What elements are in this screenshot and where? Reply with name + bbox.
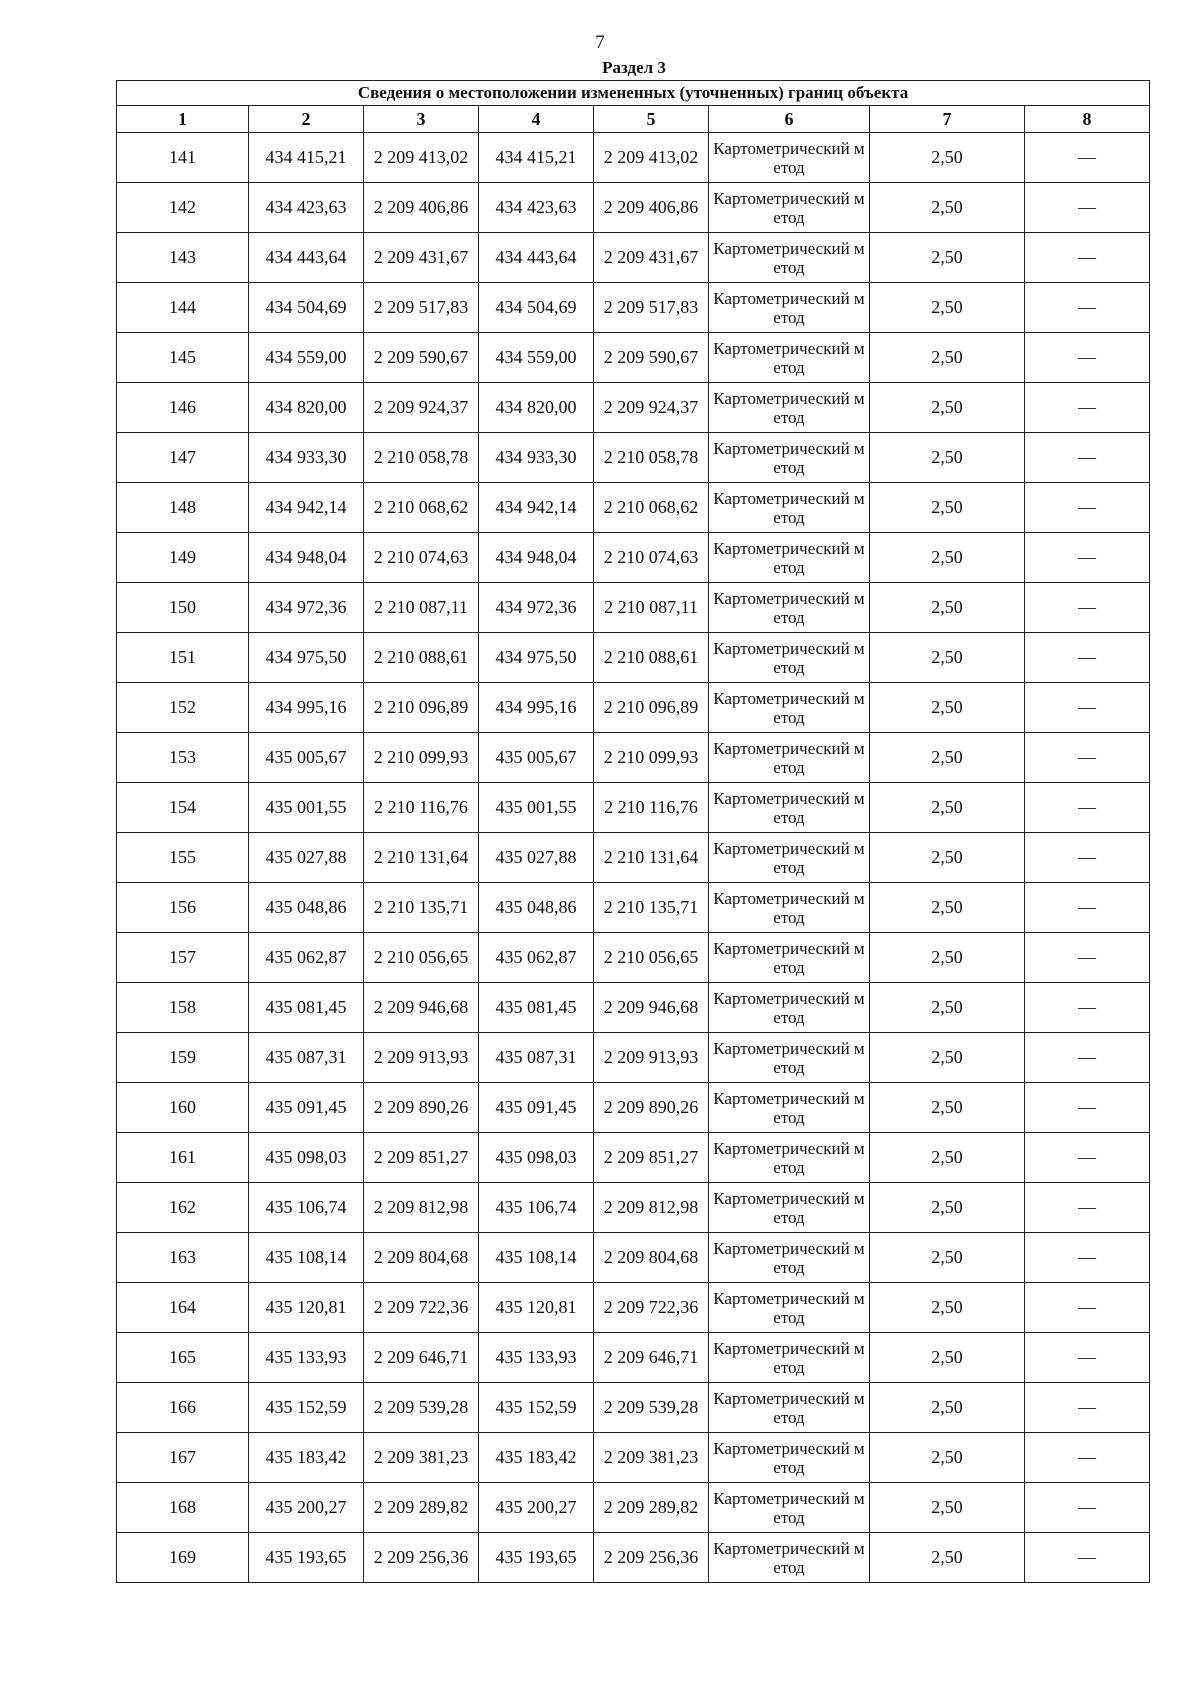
cell-y-new: 2 210 056,65 (594, 933, 709, 983)
cell-y-old: 2 210 088,61 (364, 633, 479, 683)
cell-x-new: 434 443,64 (479, 233, 594, 283)
cell-x-old: 434 942,14 (249, 483, 364, 533)
cell-y-old: 2 209 851,27 (364, 1133, 479, 1183)
cell-x-old: 435 200,27 (249, 1483, 364, 1533)
cell-description: — (1025, 833, 1150, 883)
cell-y-old: 2 209 646,71 (364, 1333, 479, 1383)
column-header-2: 2 (249, 106, 364, 133)
cell-description: — (1025, 1383, 1150, 1433)
cell-x-old: 435 152,59 (249, 1383, 364, 1433)
table-row (117, 1183, 1150, 1233)
cell-description: — (1025, 733, 1150, 783)
cell-y-old: 2 210 058,78 (364, 433, 479, 483)
cell-y-old: 2 210 131,64 (364, 833, 479, 883)
cell-x-new: 434 423,63 (479, 183, 594, 233)
cell-method: Картометрический метод (709, 483, 870, 533)
cell-point-number: 149 (117, 533, 249, 583)
cell-description: — (1025, 983, 1150, 1033)
cell-y-new: 2 209 646,71 (594, 1333, 709, 1383)
cell-x-old: 435 193,65 (249, 1533, 364, 1583)
cell-description: — (1025, 433, 1150, 483)
cell-accuracy: 2,50 (870, 1083, 1025, 1133)
cell-y-new: 2 209 946,68 (594, 983, 709, 1033)
cell-x-old: 435 098,03 (249, 1133, 364, 1183)
cell-y-old: 2 209 890,26 (364, 1083, 479, 1133)
cell-y-old: 2 209 256,36 (364, 1533, 479, 1583)
column-header-7: 7 (870, 106, 1025, 133)
cell-x-old: 434 504,69 (249, 283, 364, 333)
cell-description: — (1025, 333, 1150, 383)
cell-point-number: 159 (117, 1033, 249, 1083)
cell-method: Картометрический метод (709, 1183, 870, 1233)
cell-y-old: 2 209 924,37 (364, 383, 479, 433)
cell-x-new: 435 108,14 (479, 1233, 594, 1283)
cell-x-new: 435 091,45 (479, 1083, 594, 1133)
cell-x-new: 435 152,59 (479, 1383, 594, 1433)
cell-accuracy: 2,50 (870, 733, 1025, 783)
cell-point-number: 152 (117, 683, 249, 733)
cell-y-new: 2 209 722,36 (594, 1283, 709, 1333)
cell-x-new: 434 975,50 (479, 633, 594, 683)
cell-method: Картометрический метод (709, 183, 870, 233)
cell-accuracy: 2,50 (870, 1233, 1025, 1283)
cell-point-number: 143 (117, 233, 249, 283)
cell-x-new: 435 183,42 (479, 1433, 594, 1483)
cell-description: — (1025, 633, 1150, 683)
cell-y-old: 2 209 381,23 (364, 1433, 479, 1483)
table-caption-row (117, 81, 1150, 106)
cell-y-new: 2 209 812,98 (594, 1183, 709, 1233)
column-header-4: 4 (479, 106, 594, 133)
table-row (117, 933, 1150, 983)
cell-y-new: 2 209 413,02 (594, 133, 709, 183)
cell-y-old: 2 209 406,86 (364, 183, 479, 233)
cell-point-number: 153 (117, 733, 249, 783)
cell-description: — (1025, 783, 1150, 833)
cell-x-new: 435 098,03 (479, 1133, 594, 1183)
cell-x-new: 435 001,55 (479, 783, 594, 833)
cell-description: — (1025, 1433, 1150, 1483)
cell-x-old: 435 133,93 (249, 1333, 364, 1383)
cell-method: Картометрический метод (709, 933, 870, 983)
cell-x-new: 434 415,21 (479, 133, 594, 183)
cell-x-old: 434 975,50 (249, 633, 364, 683)
table-row (117, 433, 1150, 483)
column-header-3: 3 (364, 106, 479, 133)
cell-description: — (1025, 133, 1150, 183)
cell-description: — (1025, 283, 1150, 333)
cell-y-old: 2 209 539,28 (364, 1383, 479, 1433)
table-row (117, 1433, 1150, 1483)
table-row (117, 1033, 1150, 1083)
cell-description: — (1025, 1183, 1150, 1233)
cell-accuracy: 2,50 (870, 683, 1025, 733)
cell-x-new: 435 193,65 (479, 1533, 594, 1583)
column-header-5: 5 (594, 106, 709, 133)
cell-method: Картометрический метод (709, 383, 870, 433)
cell-x-new: 434 942,14 (479, 483, 594, 533)
cell-y-old: 2 209 590,67 (364, 333, 479, 383)
cell-y-old: 2 209 289,82 (364, 1483, 479, 1533)
cell-point-number: 167 (117, 1433, 249, 1483)
cell-method: Картометрический метод (709, 683, 870, 733)
cell-accuracy: 2,50 (870, 633, 1025, 683)
cell-description: — (1025, 183, 1150, 233)
cell-method: Картометрический метод (709, 633, 870, 683)
cell-y-old: 2 209 946,68 (364, 983, 479, 1033)
cell-x-old: 435 048,86 (249, 883, 364, 933)
cell-y-new: 2 209 851,27 (594, 1133, 709, 1183)
cell-y-new: 2 210 116,76 (594, 783, 709, 833)
cell-description: — (1025, 1333, 1150, 1383)
cell-x-old: 435 108,14 (249, 1233, 364, 1283)
cell-x-old: 435 062,87 (249, 933, 364, 983)
cell-method: Картометрический метод (709, 833, 870, 883)
cell-method: Картометрический метод (709, 1383, 870, 1433)
cell-accuracy: 2,50 (870, 833, 1025, 883)
cell-y-new: 2 209 804,68 (594, 1233, 709, 1283)
cell-method: Картометрический метод (709, 983, 870, 1033)
table-row (117, 683, 1150, 733)
cell-x-new: 435 081,45 (479, 983, 594, 1033)
cell-x-new: 434 995,16 (479, 683, 594, 733)
cell-accuracy: 2,50 (870, 883, 1025, 933)
cell-x-new: 434 933,30 (479, 433, 594, 483)
cell-x-old: 435 120,81 (249, 1283, 364, 1333)
cell-y-old: 2 209 804,68 (364, 1233, 479, 1283)
cell-x-new: 434 504,69 (479, 283, 594, 333)
cell-description: — (1025, 1083, 1150, 1133)
cell-x-new: 434 820,00 (479, 383, 594, 433)
cell-x-old: 434 443,64 (249, 233, 364, 283)
cell-x-new: 434 972,36 (479, 583, 594, 633)
cell-y-old: 2 209 722,36 (364, 1283, 479, 1333)
cell-point-number: 162 (117, 1183, 249, 1233)
cell-x-old: 434 933,30 (249, 433, 364, 483)
table-row (117, 833, 1150, 883)
cell-accuracy: 2,50 (870, 533, 1025, 583)
cell-point-number: 147 (117, 433, 249, 483)
cell-y-old: 2 210 068,62 (364, 483, 479, 533)
cell-x-new: 435 133,93 (479, 1333, 594, 1383)
section-title: Раздел 3 (602, 58, 666, 77)
cell-y-new: 2 210 074,63 (594, 533, 709, 583)
cell-method: Картометрический метод (709, 783, 870, 833)
table-row (117, 1483, 1150, 1533)
cell-method: Картометрический метод (709, 333, 870, 383)
cell-x-new: 435 120,81 (479, 1283, 594, 1333)
cell-point-number: 168 (117, 1483, 249, 1533)
cell-x-old: 434 820,00 (249, 383, 364, 433)
cell-x-new: 435 048,86 (479, 883, 594, 933)
cell-accuracy: 2,50 (870, 1283, 1025, 1333)
cell-point-number: 163 (117, 1233, 249, 1283)
cell-method: Картометрический метод (709, 233, 870, 283)
column-header-6: 6 (709, 106, 870, 133)
cell-method: Картометрический метод (709, 533, 870, 583)
cell-point-number: 146 (117, 383, 249, 433)
cell-description: — (1025, 233, 1150, 283)
cell-y-new: 2 210 058,78 (594, 433, 709, 483)
cell-point-number: 150 (117, 583, 249, 633)
table-row (117, 133, 1150, 183)
table-row (117, 883, 1150, 933)
cell-point-number: 158 (117, 983, 249, 1033)
table-row (117, 1283, 1150, 1333)
cell-method: Картометрический метод (709, 1433, 870, 1483)
cell-y-old: 2 209 812,98 (364, 1183, 479, 1233)
cell-accuracy: 2,50 (870, 183, 1025, 233)
cell-description: — (1025, 483, 1150, 533)
table-row (117, 733, 1150, 783)
table-row (117, 983, 1150, 1033)
cell-y-new: 2 209 539,28 (594, 1383, 709, 1433)
cell-point-number: 144 (117, 283, 249, 333)
cell-y-new: 2 209 406,86 (594, 183, 709, 233)
cell-x-old: 434 415,21 (249, 133, 364, 183)
cell-x-old: 435 087,31 (249, 1033, 364, 1083)
cell-x-old: 434 423,63 (249, 183, 364, 233)
cell-x-old: 435 081,45 (249, 983, 364, 1033)
cell-accuracy: 2,50 (870, 583, 1025, 633)
cell-point-number: 154 (117, 783, 249, 833)
cell-accuracy: 2,50 (870, 933, 1025, 983)
cell-method: Картометрический метод (709, 1133, 870, 1183)
cell-point-number: 156 (117, 883, 249, 933)
table-row (117, 633, 1150, 683)
cell-accuracy: 2,50 (870, 233, 1025, 283)
cell-point-number: 161 (117, 1133, 249, 1183)
cell-accuracy: 2,50 (870, 1533, 1025, 1583)
table-column-header-row (117, 106, 1150, 133)
cell-description: — (1025, 1483, 1150, 1533)
table-row (117, 1133, 1150, 1183)
cell-y-new: 2 210 099,93 (594, 733, 709, 783)
cell-accuracy: 2,50 (870, 1383, 1025, 1433)
cell-description: — (1025, 933, 1150, 983)
column-header-1: 1 (117, 106, 249, 133)
table-row (117, 183, 1150, 233)
cell-y-old: 2 210 116,76 (364, 783, 479, 833)
cell-method: Картометрический метод (709, 1533, 870, 1583)
cell-y-new: 2 209 256,36 (594, 1533, 709, 1583)
cell-y-new: 2 210 088,61 (594, 633, 709, 683)
cell-accuracy: 2,50 (870, 1183, 1025, 1233)
table-row (117, 1533, 1150, 1583)
cell-point-number: 166 (117, 1383, 249, 1433)
cell-description: — (1025, 533, 1150, 583)
cell-method: Картометрический метод (709, 883, 870, 933)
cell-method: Картометрический метод (709, 583, 870, 633)
table-row (117, 283, 1150, 333)
cell-y-new: 2 209 890,26 (594, 1083, 709, 1133)
cell-x-new: 434 559,00 (479, 333, 594, 383)
cell-y-new: 2 209 517,83 (594, 283, 709, 333)
cell-method: Картометрический метод (709, 133, 870, 183)
cell-y-old: 2 209 413,02 (364, 133, 479, 183)
cell-description: — (1025, 1133, 1150, 1183)
cell-x-new: 435 027,88 (479, 833, 594, 883)
table-row (117, 783, 1150, 833)
cell-y-old: 2 210 074,63 (364, 533, 479, 583)
cell-description: — (1025, 1033, 1150, 1083)
cell-accuracy: 2,50 (870, 1333, 1025, 1383)
cell-x-old: 435 106,74 (249, 1183, 364, 1233)
cell-y-old: 2 209 517,83 (364, 283, 479, 333)
table-row (117, 583, 1150, 633)
cell-x-new: 435 062,87 (479, 933, 594, 983)
cell-y-old: 2 210 087,11 (364, 583, 479, 633)
cell-y-old: 2 210 056,65 (364, 933, 479, 983)
cell-accuracy: 2,50 (870, 783, 1025, 833)
cell-point-number: 164 (117, 1283, 249, 1333)
cell-accuracy: 2,50 (870, 1483, 1025, 1533)
cell-point-number: 141 (117, 133, 249, 183)
boundary-coordinates-table (116, 80, 1150, 1583)
cell-x-new: 434 948,04 (479, 533, 594, 583)
cell-method: Картометрический метод (709, 1333, 870, 1383)
cell-accuracy: 2,50 (870, 433, 1025, 483)
cell-method: Картометрический метод (709, 1483, 870, 1533)
cell-description: — (1025, 1283, 1150, 1333)
cell-x-old: 435 091,45 (249, 1083, 364, 1133)
cell-description: — (1025, 383, 1150, 433)
table-row (117, 1233, 1150, 1283)
table-row (117, 483, 1150, 533)
cell-x-old: 435 027,88 (249, 833, 364, 883)
cell-y-new: 2 210 096,89 (594, 683, 709, 733)
cell-point-number: 165 (117, 1333, 249, 1383)
cell-accuracy: 2,50 (870, 1033, 1025, 1083)
cell-method: Картометрический метод (709, 733, 870, 783)
cell-y-new: 2 209 924,37 (594, 383, 709, 433)
cell-y-new: 2 209 590,67 (594, 333, 709, 383)
cell-x-new: 435 005,67 (479, 733, 594, 783)
table-row (117, 533, 1150, 583)
cell-method: Картометрический метод (709, 1283, 870, 1333)
cell-method: Картометрический метод (709, 1033, 870, 1083)
column-header-8: 8 (1025, 106, 1150, 133)
cell-point-number: 169 (117, 1533, 249, 1583)
boundary-table-container (116, 80, 1149, 1583)
cell-x-old: 434 559,00 (249, 333, 364, 383)
page-number: 7 (595, 32, 605, 53)
cell-y-old: 2 210 096,89 (364, 683, 479, 733)
table-caption: Сведения о местоположении измененных (уточненных) границ объекта (117, 81, 1150, 106)
cell-y-old: 2 209 431,67 (364, 233, 479, 283)
cell-x-old: 435 001,55 (249, 783, 364, 833)
cell-point-number: 148 (117, 483, 249, 533)
cell-accuracy: 2,50 (870, 333, 1025, 383)
cell-y-new: 2 210 135,71 (594, 883, 709, 933)
cell-point-number: 142 (117, 183, 249, 233)
cell-description: — (1025, 583, 1150, 633)
cell-x-old: 434 948,04 (249, 533, 364, 583)
table-row (117, 233, 1150, 283)
cell-point-number: 160 (117, 1083, 249, 1133)
table-row (117, 383, 1150, 433)
cell-y-new: 2 209 431,67 (594, 233, 709, 283)
cell-point-number: 151 (117, 633, 249, 683)
cell-accuracy: 2,50 (870, 483, 1025, 533)
cell-point-number: 145 (117, 333, 249, 383)
cell-y-old: 2 210 099,93 (364, 733, 479, 783)
cell-description: — (1025, 683, 1150, 733)
cell-y-new: 2 209 913,93 (594, 1033, 709, 1083)
cell-point-number: 157 (117, 933, 249, 983)
cell-y-new: 2 210 131,64 (594, 833, 709, 883)
table-row (117, 1083, 1150, 1133)
cell-y-old: 2 209 913,93 (364, 1033, 479, 1083)
cell-accuracy: 2,50 (870, 383, 1025, 433)
cell-point-number: 155 (117, 833, 249, 883)
cell-y-old: 2 210 135,71 (364, 883, 479, 933)
table-body (117, 133, 1150, 1583)
cell-accuracy: 2,50 (870, 983, 1025, 1033)
cell-description: — (1025, 1533, 1150, 1583)
cell-x-new: 435 087,31 (479, 1033, 594, 1083)
cell-accuracy: 2,50 (870, 133, 1025, 183)
cell-accuracy: 2,50 (870, 283, 1025, 333)
cell-x-old: 434 995,16 (249, 683, 364, 733)
cell-method: Картометрический метод (709, 433, 870, 483)
cell-method: Картометрический метод (709, 1233, 870, 1283)
cell-description: — (1025, 1233, 1150, 1283)
cell-y-new: 2 209 289,82 (594, 1483, 709, 1533)
cell-x-old: 435 183,42 (249, 1433, 364, 1483)
cell-method: Картометрический метод (709, 283, 870, 333)
cell-x-old: 435 005,67 (249, 733, 364, 783)
table-row (117, 1333, 1150, 1383)
cell-description: — (1025, 883, 1150, 933)
cell-method: Картометрический метод (709, 1083, 870, 1133)
cell-y-new: 2 210 087,11 (594, 583, 709, 633)
cell-x-new: 435 106,74 (479, 1183, 594, 1233)
cell-accuracy: 2,50 (870, 1133, 1025, 1183)
cell-accuracy: 2,50 (870, 1433, 1025, 1483)
table-row (117, 333, 1150, 383)
cell-y-new: 2 210 068,62 (594, 483, 709, 533)
table-row (117, 1383, 1150, 1433)
cell-y-new: 2 209 381,23 (594, 1433, 709, 1483)
cell-x-old: 434 972,36 (249, 583, 364, 633)
cell-x-new: 435 200,27 (479, 1483, 594, 1533)
